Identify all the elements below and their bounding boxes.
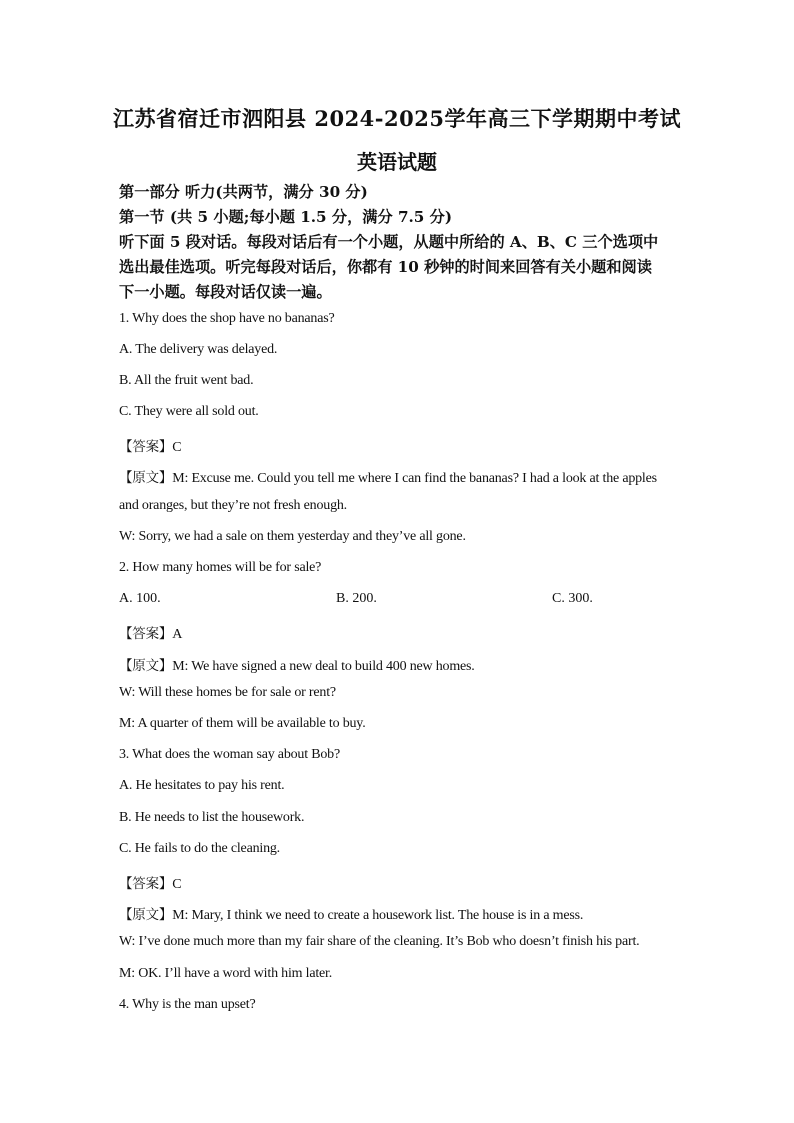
q2-script-line-2: W: Will these homes be for sale or rent? — [119, 685, 336, 700]
script-tag: 【原文】 — [119, 907, 173, 923]
q1-answer-value: C — [172, 440, 182, 455]
instructions-line-1: 听下面 5 段对话。每段对话后有一个小题，从题中所给的 A、B、C 三个选项中 — [119, 233, 659, 251]
q3-option-b: B. He needs to list the housework. — [119, 810, 305, 825]
document-title: 江苏省宿迁市泗阳县 2024-2025学年高三下学期期中考试 — [113, 106, 681, 131]
answer-tag: 【答案】 — [119, 876, 173, 892]
q3-script-line-1 — [119, 903, 583, 924]
script-tag: 【原文】 — [119, 658, 173, 674]
q1-script-line-2: and oranges, but they’re not fresh enough. — [119, 498, 347, 513]
q2-option-b: B. 200. — [336, 591, 377, 606]
q3-answer-value: C — [172, 877, 182, 892]
q2-question: 2. How many homes will be for sale? — [119, 560, 322, 575]
q1-script-line-1 — [119, 466, 657, 487]
q2-option-c: C. 300. — [552, 591, 593, 606]
q1-option-b: B. All the fruit went bad. — [119, 373, 254, 388]
q1-option-c: C. They were all sold out. — [119, 404, 259, 419]
q1-script-text-1: M: Excuse me. Could you tell me where I can find the bananas? I had a look at the apples — [172, 471, 657, 486]
answer-tag: 【答案】 — [119, 626, 173, 642]
q3-script-line-3: M: OK. I’ll have a word with him later. — [119, 966, 333, 981]
document-subtitle: 英语试题 — [357, 150, 437, 174]
q2-answer-value: A — [172, 627, 183, 642]
q2-answer — [119, 622, 182, 643]
q4-question: 4. Why is the man upset? — [119, 997, 256, 1012]
q1-script-line-3: W: Sorry, we had a sale on them yesterday and they’ve all gone. — [119, 529, 466, 544]
q1-option-a: A. The delivery was delayed. — [119, 342, 278, 357]
q1-question: 1. Why does the shop have no bananas? — [119, 311, 335, 326]
section1-heading: 第一节 (共 5 小题;每小题 1.5 分，满分 7.5 分) — [119, 208, 453, 226]
q3-answer — [119, 872, 181, 893]
q2-script-text-1: M: We have signed a new deal to build 400 new homes. — [172, 659, 475, 674]
q3-script-line-2: W: I’ve done much more than my fair share of the cleaning. It’s Bob who doesn’t finish his part. — [119, 934, 640, 949]
instructions-line-2: 选出最佳选项。听完每段对话后，你都有 10 秒钟的时间来回答有关小题和阅读 — [119, 258, 652, 276]
script-tag: 【原文】 — [119, 470, 173, 486]
q3-option-a: A. He hesitates to pay his rent. — [119, 778, 285, 793]
q3-script-text-1: M: Mary, I think we need to create a housework list. The house is in a mess. — [172, 908, 584, 923]
q3-option-c: C. He fails to do the cleaning. — [119, 841, 280, 856]
q3-question: 3. What does the woman say about Bob? — [119, 747, 340, 762]
q2-script-line-3: M: A quarter of them will be available to buy. — [119, 716, 366, 731]
q1-answer — [119, 435, 181, 456]
q2-option-a: A. 100. — [119, 591, 161, 606]
q2-script-line-1 — [119, 654, 475, 675]
part1-heading: 第一部分 听力(共两节，满分 30 分) — [119, 183, 368, 201]
instructions-line-3: 下一小题。每段对话仅读一遍。 — [119, 283, 332, 301]
answer-tag: 【答案】 — [119, 439, 173, 455]
